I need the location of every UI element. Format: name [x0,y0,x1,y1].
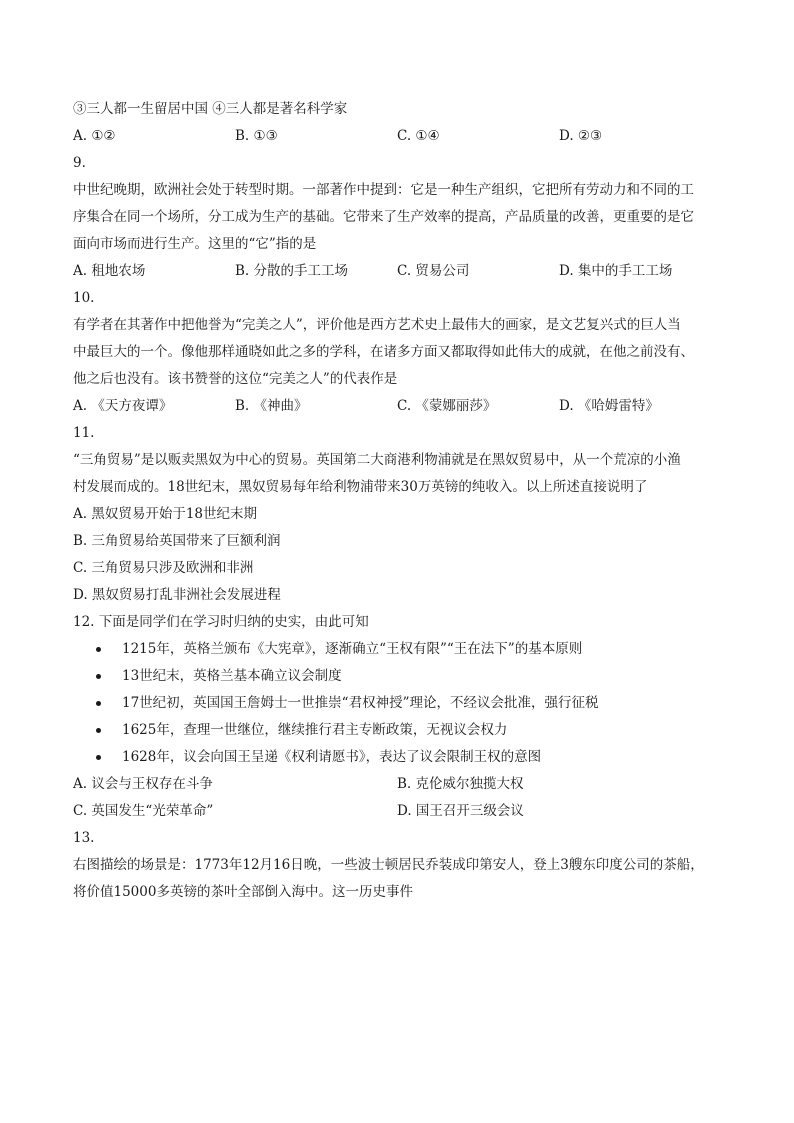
q10-options [73,393,723,420]
list-item-text: 1625年，查理一世继位，继续推行君主专断政策，无视议会权力 [122,722,508,738]
bullet-icon [96,674,101,679]
q8-option-b: B. ①③ [235,128,278,144]
list-item [122,690,723,717]
bullet-icon [96,701,101,706]
q10-option-c: C. 《蒙娜丽莎》 [397,398,497,414]
q11-stem-line: 村发展而成的。18世纪末，黑奴贸易每年给利物浦带来30万英镑的纯收入。以上所述直接说明了 [73,479,648,495]
q10-stem-line: 他之后也没有。该书赞誉的这位“完美之人”的代表作是 [73,371,398,387]
q8-stem-tail: ③三人都一生留居中国 ④三人都是著名科学家 [73,101,348,117]
bullet-icon [96,647,101,652]
exam-page [73,96,723,906]
bullet-icon [96,728,101,733]
q10-stem-line: 有学者在其著作中把他誉为“完美之人”，评价他是西方艺术史上最伟大的画家，是文艺复兴式的巨人当 [73,317,681,333]
list-item [122,717,723,744]
q11-number: 11. [73,425,95,441]
q12-option-b: B. 克伦威尔独揽大权 [397,776,524,792]
list-item-text: 1215年，英格兰颁布《大宪章》，逐渐确立“王权有限”“王在法下”的基本原则 [122,641,583,657]
question-10 [73,285,723,420]
q12-options-row-2 [73,798,723,825]
q11-option-c: C. 三角贸易只涉及欧洲和非洲 [73,560,254,576]
q10-option-a: A. 《天方夜谭》 [73,398,173,414]
q8-option-a: A. ①② [73,128,116,144]
q11-option-a: A. 黑奴贸易开始于18世纪末期 [73,506,258,522]
q9-options [73,258,723,285]
q8-option-d: D. ②③ [559,128,603,144]
question-11 [73,420,723,609]
q10-option-b: B. 《神曲》 [235,398,308,414]
q8-option-c: C. ①④ [397,128,440,144]
q9-stem-line: 序集合在同一个场所，分工成为生产的基础。它带来了生产效率的提高，产品质量的改善，更重要的是它 [73,209,694,225]
q12-option-d: D. 国王召开三级会议 [397,803,524,819]
q11-stem-line: “三角贸易”是以贩卖黑奴为中心的贸易。英国第二大商港利物浦就是在黑奴贸易中，从一个荒凉的小渔 [73,452,681,468]
q9-option-c: C. 贸易公司 [397,263,470,279]
q12-option-c: C. 英国发生“光荣革命” [73,803,214,819]
q12-fact-list [73,636,723,771]
q10-stem-line: 中最巨大的一个。像他那样通晓如此之多的学科，在诸多方面又都取得如此伟大的成就，在他之前没有、 [73,344,694,360]
q12-stem: 12. 下面是同学们在学习时归纳的史实，由此可知 [73,614,369,630]
q10-number: 10. [73,290,95,306]
q9-option-b: B. 分散的手工工场 [235,263,349,279]
q9-stem-line: 面向市场而进行生产。这里的“它”指的是 [73,236,317,252]
list-item [122,663,723,690]
q13-stem-line: 将价值15000多英镑的茶叶全部倒入海中。这一历史事件 [73,884,413,900]
bullet-icon [96,755,101,760]
question-8 [73,96,723,150]
question-12 [73,609,723,825]
list-item [122,744,723,771]
q9-stem-line: 中世纪晚期，欧洲社会处于转型时期。一部著作中提到：它是一种生产组织，它把所有劳动力和不同的工 [73,182,694,198]
q11-option-d: D. 黑奴贸易打乱非洲社会发展进程 [73,587,281,603]
q9-number: 9. [73,155,86,171]
q10-option-d: D. 《哈姆雷特》 [559,398,659,414]
q12-option-a: A. 议会与王权存在斗争 [73,776,213,792]
q9-option-a: A. 租地农场 [73,263,146,279]
q13-stem-line: 右图描绘的场景是：1773年12月16日晚，一些波士顿居民乔装成印第安人，登上3艘东印度公司的茶船， [73,857,704,873]
q9-option-d: D. 集中的手工工场 [559,263,673,279]
q12-options-row-1 [73,771,723,798]
list-item-text: 13世纪末，英格兰基本确立议会制度 [122,668,342,684]
list-item [122,636,723,663]
list-item-text: 1628年，议会向国王呈递《权利请愿书》，表达了议会限制王权的意图 [122,749,542,765]
q8-options [73,123,723,150]
q13-number: 13. [73,830,95,846]
list-item-text: 17世纪初，英国国王詹姆士一世推崇“君权神授”理论，不经议会批准，强行征税 [122,695,599,711]
question-13 [73,825,723,906]
question-9 [73,150,723,285]
q11-option-b: B. 三角贸易给英国带来了巨额利润 [73,533,281,549]
